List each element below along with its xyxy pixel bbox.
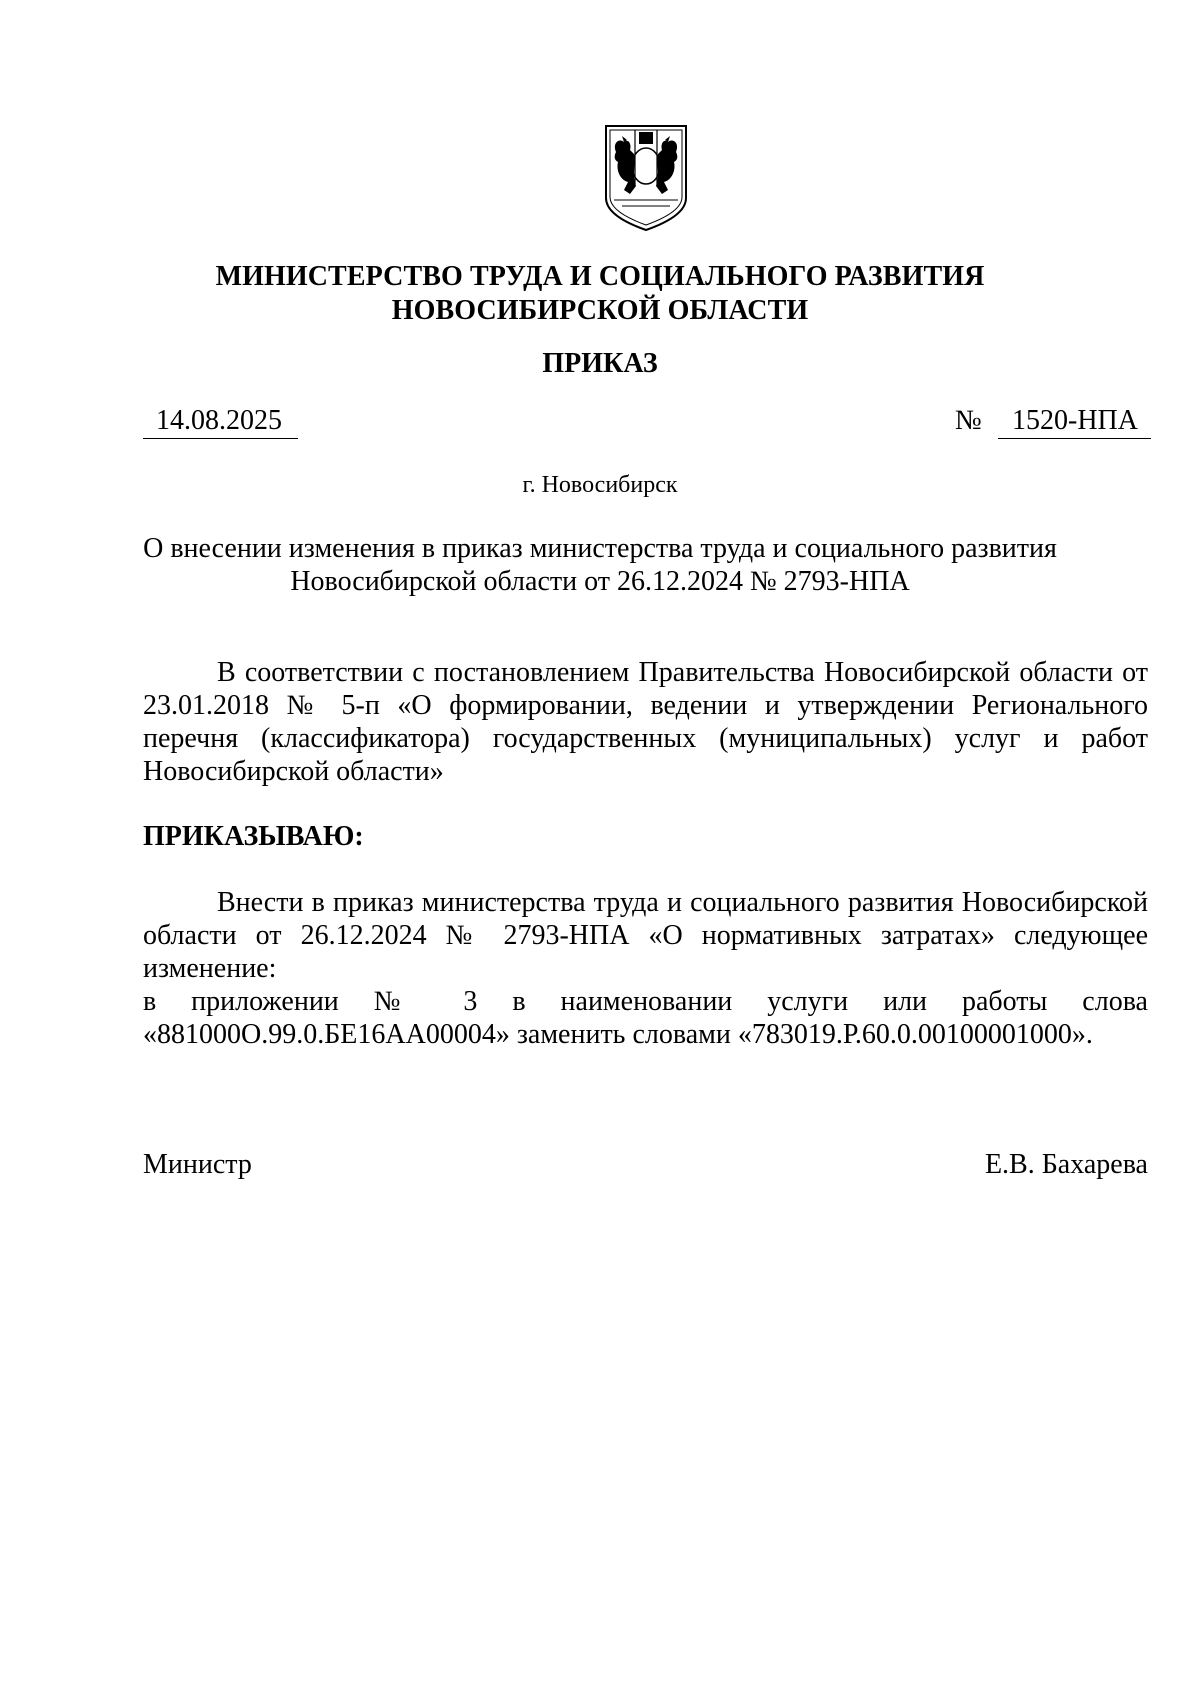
- document-subject: [0, 532, 1200, 598]
- basis-paragraph: [143, 656, 1148, 788]
- subject-line2: Новосибирской области от 26.12.2024 № 2793-НПА: [290, 566, 910, 597]
- coat-of-arms-icon: [602, 124, 690, 232]
- main-paragraph-text: Внести в приказ министерства труда и социального развития Новосибирской области от 26.12.2024 № 2793-НПА «О нормативных затратах» следующее изменение:: [143, 887, 1148, 984]
- signatory-name: Е.В. Бахарева: [984, 1149, 1148, 1180]
- signatory-role: Министр: [143, 1149, 252, 1180]
- document-number: 1520-НПА: [1012, 405, 1138, 436]
- subject-line1: О внесении изменения в приказ министерства труда и социального развития: [143, 533, 1057, 564]
- main-paragraph: [143, 886, 1148, 985]
- city: г. Новосибирск: [522, 472, 678, 498]
- number-sign: №: [955, 405, 982, 436]
- basis-text: В соответствии с постановлением Правительства Новосибирской области от 23.01.2018 № 5-п «О формировании, ведении и утверждении Регионального перечня (классификатора) государственных (муниципальных) услуг и работ Новосибирской области»: [143, 657, 1148, 787]
- document-type: ПРИКАЗ: [542, 348, 658, 379]
- organization-name-line2: НОВОСИБИРСКОЙ ОБЛАСТИ: [391, 295, 809, 326]
- document-number-field: [998, 404, 1151, 439]
- change-paragraph-text: в приложении № 3 в наименовании услуги или работы слова «881000О.99.0.БЕ16АА00004» заменить словами «783019.Р.60.0.00100001000».: [143, 986, 1148, 1050]
- document-date: 14.08.2025: [156, 405, 282, 436]
- document-date-field: [143, 404, 298, 439]
- organization-name-line1: МИНИСТЕРСТВО ТРУДА И СОЦИАЛЬНОГО РАЗВИТИЯ: [215, 261, 985, 292]
- change-paragraph: [143, 985, 1148, 1051]
- order-heading: ПРИКАЗЫВАЮ:: [143, 821, 364, 852]
